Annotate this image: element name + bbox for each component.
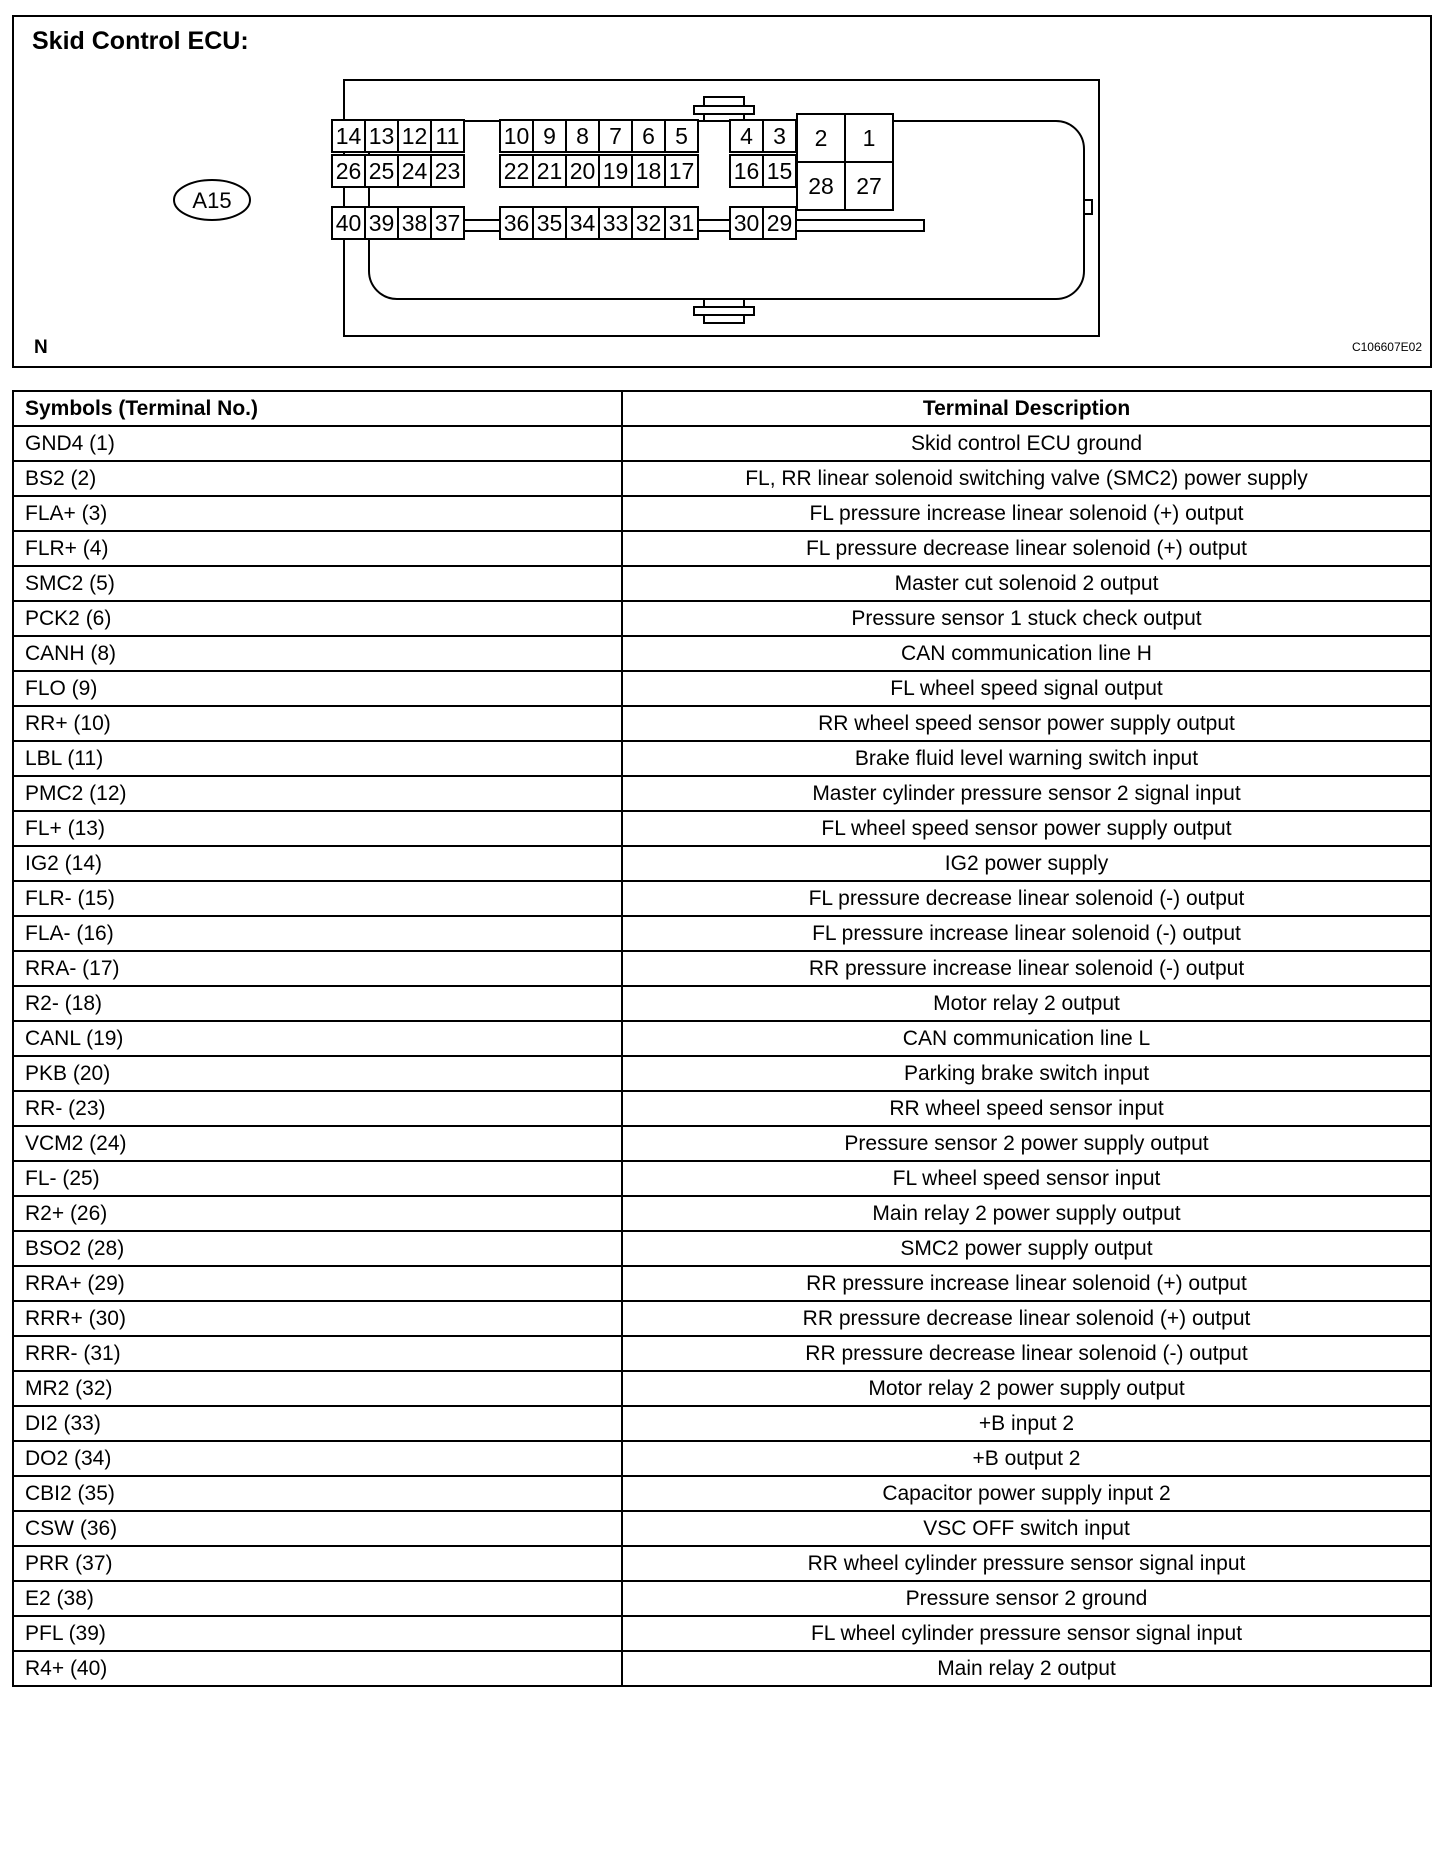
table-row	[13, 531, 1431, 566]
terminal-symbol: IG2 (14)	[13, 846, 622, 881]
terminal-symbol: PCK2 (6)	[13, 601, 622, 636]
pin-number: 20	[569, 158, 596, 184]
pin-number: 15	[766, 158, 793, 184]
pin-number: 24	[401, 158, 428, 184]
terminal-symbol: RRA- (17)	[13, 951, 622, 986]
terminal-description: CAN communication line H	[622, 636, 1431, 671]
terminal-description: Brake fluid level warning switch input	[622, 741, 1431, 776]
pin-number: 25	[368, 158, 395, 184]
connector-label: A15	[192, 188, 232, 213]
terminal-symbol: RR+ (10)	[13, 706, 622, 741]
terminal-symbol: DO2 (34)	[13, 1441, 622, 1476]
terminal-description: Capacitor power supply input 2	[622, 1476, 1431, 1511]
terminal-symbol: FLR- (15)	[13, 881, 622, 916]
terminal-symbol: FLO (9)	[13, 671, 622, 706]
terminal-symbol: MR2 (32)	[13, 1371, 622, 1406]
pin-number: 39	[368, 210, 395, 236]
pin-number: 28	[808, 173, 834, 199]
pin-number: 40	[335, 210, 362, 236]
terminal-description: FL pressure decrease linear solenoid (+) output	[622, 531, 1431, 566]
terminal-symbol: FLR+ (4)	[13, 531, 622, 566]
terminal-description: RR pressure increase linear solenoid (-) output	[622, 951, 1431, 986]
terminal-description: +B output 2	[622, 1441, 1431, 1476]
terminal-description: Pressure sensor 1 stuck check output	[622, 601, 1431, 636]
terminal-symbol: CANL (19)	[13, 1021, 622, 1056]
table-row	[13, 1126, 1431, 1161]
terminal-description: Main relay 2 output	[622, 1651, 1431, 1686]
table-row	[13, 1266, 1431, 1301]
terminal-description: RR pressure increase linear solenoid (+) output	[622, 1266, 1431, 1301]
pin-number: 22	[503, 158, 530, 184]
pin-number: 31	[668, 210, 695, 236]
table-row	[13, 1406, 1431, 1441]
pin-number: 14	[335, 123, 362, 149]
terminal-description: Motor relay 2 output	[622, 986, 1431, 1021]
terminal-symbol: GND4 (1)	[13, 426, 622, 461]
terminal-symbol: PKB (20)	[13, 1056, 622, 1091]
terminal-description: SMC2 power supply output	[622, 1231, 1431, 1266]
figure-code: C106607E02	[1351, 340, 1422, 354]
terminal-description: Master cylinder pressure sensor 2 signal input	[622, 776, 1431, 811]
table-row	[13, 426, 1431, 461]
terminal-description: Parking brake switch input	[622, 1056, 1431, 1091]
terminal-description: FL wheel cylinder pressure sensor signal input	[622, 1616, 1431, 1651]
pin-number: 8	[576, 123, 589, 149]
table-row	[13, 1441, 1431, 1476]
table-row	[13, 1161, 1431, 1196]
pin-number: 30	[733, 210, 760, 236]
table-row	[13, 1301, 1431, 1336]
table-row	[13, 636, 1431, 671]
terminal-symbol: CSW (36)	[13, 1511, 622, 1546]
pin-number: 18	[635, 158, 662, 184]
pin-number: 26	[335, 158, 362, 184]
connector-body	[369, 121, 1084, 299]
terminal-symbol: BSO2 (28)	[13, 1231, 622, 1266]
table-row	[13, 846, 1431, 881]
terminal-symbol: CANH (8)	[13, 636, 622, 671]
terminal-symbol: CBI2 (35)	[13, 1476, 622, 1511]
terminal-description: RR wheel speed sensor input	[622, 1091, 1431, 1126]
terminal-table	[12, 390, 1432, 1687]
diagram-title: Skid Control ECU:	[32, 27, 249, 55]
table-row	[13, 776, 1431, 811]
pin-number: 2	[814, 125, 828, 151]
terminal-description: Pressure sensor 2 ground	[622, 1581, 1431, 1616]
table-row	[13, 706, 1431, 741]
table-row	[13, 916, 1431, 951]
table-row	[13, 601, 1431, 636]
terminal-description: FL pressure increase linear solenoid (-) output	[622, 916, 1431, 951]
table-row	[13, 1651, 1431, 1686]
pin-number: 13	[368, 123, 395, 149]
terminal-description: Motor relay 2 power supply output	[622, 1371, 1431, 1406]
table-row	[13, 986, 1431, 1021]
pin-number: 36	[503, 210, 530, 236]
terminal-symbol: FLA+ (3)	[13, 496, 622, 531]
pin-number: 5	[675, 123, 688, 149]
table-body	[13, 426, 1431, 1686]
pin-number: 7	[609, 123, 622, 149]
table-header-row	[13, 391, 1431, 426]
table-row	[13, 1511, 1431, 1546]
terminal-symbol: RRR- (31)	[13, 1336, 622, 1371]
pin-number: 12	[401, 123, 428, 149]
table-row	[13, 1056, 1431, 1091]
terminal-description: RR wheel cylinder pressure sensor signal input	[622, 1546, 1431, 1581]
table-row	[13, 951, 1431, 986]
terminal-symbol: BS2 (2)	[13, 461, 622, 496]
table-row	[13, 1021, 1431, 1056]
table-row	[13, 811, 1431, 846]
terminal-symbol: RR- (23)	[13, 1091, 622, 1126]
connector-drawing	[14, 17, 1430, 366]
terminal-symbol: FLA- (16)	[13, 916, 622, 951]
terminal-description: RR pressure decrease linear solenoid (-) output	[622, 1336, 1431, 1371]
terminal-description: IG2 power supply	[622, 846, 1431, 881]
connector-diagram-panel	[12, 15, 1432, 368]
terminal-description: RR wheel speed sensor power supply output	[622, 706, 1431, 741]
terminal-symbol: RRA+ (29)	[13, 1266, 622, 1301]
table-row	[13, 496, 1431, 531]
pin-number: 35	[536, 210, 563, 236]
terminal-symbol: R2- (18)	[13, 986, 622, 1021]
header-symbols: Symbols (Terminal No.)	[13, 391, 622, 426]
pin-number: 4	[740, 123, 753, 149]
terminal-symbol: VCM2 (24)	[13, 1126, 622, 1161]
terminal-symbol: PMC2 (12)	[13, 776, 622, 811]
pin-number: 1	[862, 125, 876, 151]
orientation-label: N	[34, 337, 48, 358]
pin-number: 38	[401, 210, 428, 236]
pin-number: 29	[766, 210, 793, 236]
pin-number: 23	[434, 158, 461, 184]
terminal-symbol: SMC2 (5)	[13, 566, 622, 601]
terminal-description: CAN communication line L	[622, 1021, 1431, 1056]
terminal-symbol: PRR (37)	[13, 1546, 622, 1581]
table-row	[13, 1196, 1431, 1231]
table-row	[13, 1546, 1431, 1581]
pin-number: 32	[635, 210, 662, 236]
pin-number: 21	[536, 158, 563, 184]
pin-number: 27	[856, 173, 882, 199]
table-row	[13, 566, 1431, 601]
pin-number: 3	[773, 123, 786, 149]
table-row	[13, 1616, 1431, 1651]
terminal-description: Main relay 2 power supply output	[622, 1196, 1431, 1231]
terminal-description: FL wheel speed signal output	[622, 671, 1431, 706]
terminal-symbol: PFL (39)	[13, 1616, 622, 1651]
pin-number: 11	[435, 123, 460, 149]
pin-number: 37	[434, 210, 461, 236]
right-key	[1084, 200, 1092, 214]
table-row	[13, 1371, 1431, 1406]
table-row	[13, 1476, 1431, 1511]
table-row	[13, 461, 1431, 496]
terminal-description: Pressure sensor 2 power supply output	[622, 1126, 1431, 1161]
table-row	[13, 881, 1431, 916]
pin-number: 34	[569, 210, 596, 236]
pin-number: 6	[642, 123, 655, 149]
pin-number: 17	[668, 158, 695, 184]
table-row	[13, 671, 1431, 706]
terminal-symbol: DI2 (33)	[13, 1406, 622, 1441]
pin-number: 19	[602, 158, 629, 184]
terminal-description: VSC OFF switch input	[622, 1511, 1431, 1546]
terminal-symbol: RRR+ (30)	[13, 1301, 622, 1336]
pin-number: 10	[503, 123, 530, 149]
terminal-description: Skid control ECU ground	[622, 426, 1431, 461]
table-row	[13, 1581, 1431, 1616]
terminal-symbol: R2+ (26)	[13, 1196, 622, 1231]
table-row	[13, 1336, 1431, 1371]
terminal-description: FL wheel speed sensor power supply output	[622, 811, 1431, 846]
terminal-description: RR pressure decrease linear solenoid (+) output	[622, 1301, 1431, 1336]
terminal-description: +B input 2	[622, 1406, 1431, 1441]
pin-number: 33	[602, 210, 629, 236]
pin-number: 9	[543, 123, 556, 149]
terminal-symbol: FL- (25)	[13, 1161, 622, 1196]
terminal-description: FL wheel speed sensor input	[622, 1161, 1431, 1196]
terminal-symbol: FL+ (13)	[13, 811, 622, 846]
terminal-symbol: E2 (38)	[13, 1581, 622, 1616]
pin-number: 16	[733, 158, 760, 184]
terminal-description: FL pressure increase linear solenoid (+) output	[622, 496, 1431, 531]
table-row	[13, 1091, 1431, 1126]
header-description: Terminal Description	[622, 391, 1431, 426]
terminal-description: FL pressure decrease linear solenoid (-) output	[622, 881, 1431, 916]
terminal-symbol: R4+ (40)	[13, 1651, 622, 1686]
table-row	[13, 1231, 1431, 1266]
terminal-description: Master cut solenoid 2 output	[622, 566, 1431, 601]
bottom-latch	[694, 299, 754, 323]
terminal-symbol: LBL (11)	[13, 741, 622, 776]
table-row	[13, 741, 1431, 776]
terminal-description: FL, RR linear solenoid switching valve (SMC2) power supply	[622, 461, 1431, 496]
top-latch	[694, 97, 754, 122]
